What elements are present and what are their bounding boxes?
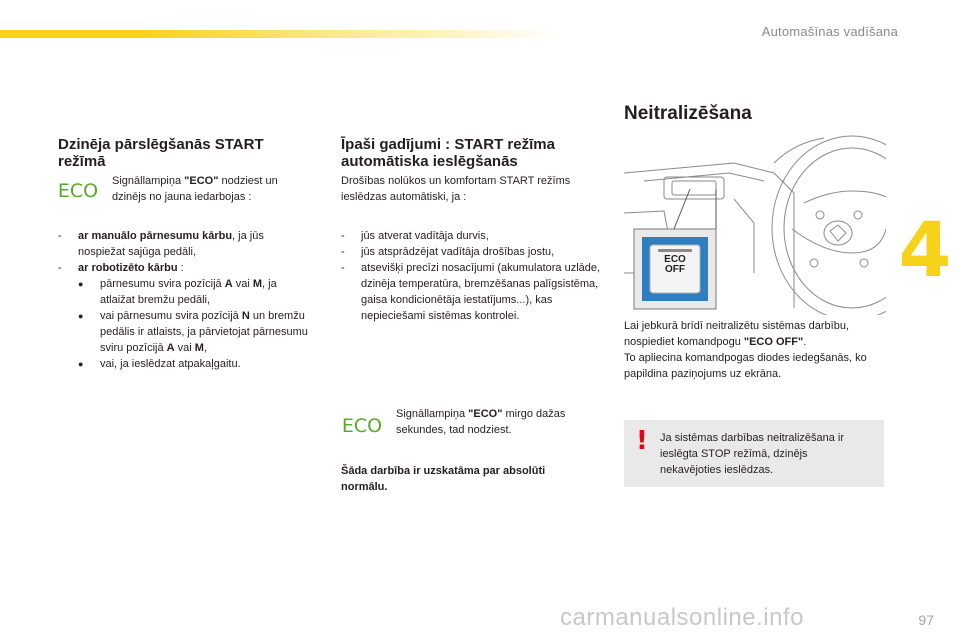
eco-off-label-off: OFF: [665, 264, 685, 275]
heading-neutralization: Neitralizēšana: [624, 103, 752, 124]
column-start-mode: [58, 136, 298, 170]
warning-box: [624, 420, 884, 487]
svg-text:ECO: ECO: [57, 180, 99, 201]
eco-icon: [340, 414, 384, 436]
section-title: Automašīnas vadīšana: [761, 24, 898, 39]
list-item: - ar robotizēto kārbu :: [58, 260, 308, 276]
list-item: ● pārnesumu svira pozīcijā A vai M, ja atlaižat bremžu pedāli,: [78, 276, 308, 308]
restart-conditions: [58, 228, 308, 372]
chapter-number: 4: [898, 205, 952, 294]
neutralization-description: Lai jebkurā brīdī neitralizētu sistēmas darbību, nospiediet komandpogu "ECO OFF". To apliecina komandpogas diodes iedegšanās, ko papildina paziņojums uz ekrāna.: [624, 320, 867, 380]
normal-operation-note: Šāda darbība ir uzskatāma par absolūti normālu.: [341, 465, 546, 493]
heading-special-cases: Īpaši gadījumi : START režīma automātiska ieslēgšanās: [341, 136, 555, 170]
special-cases-intro: Drošības nolūkos un komfortam START režīms ieslēdzas automātiski, ja :: [341, 175, 571, 203]
list-item: - atsevišķi precīzi nosacījumi (akumulatora uzlāde, dzinēja temperatūra, bremzēšanas palīgsistēma, gaisa kondicionētāja iestatījums...), kas nepieciešami sistēmas kontrolei.: [341, 260, 603, 324]
heading-start-mode: Dzinēja pārslēgšanās START režīmā: [58, 136, 264, 170]
watermark: carmanualsonline.info: [560, 604, 804, 631]
eco-off-label-eco: ECO: [664, 254, 686, 265]
warning-text: Ja sistēmas darbības neitralizēšana ir ieslēgta STOP režīmā, dzinējs nekavējoties ieslēdzas.: [660, 432, 845, 476]
dashboard-illustration: [624, 133, 886, 315]
column-special-cases: [341, 136, 601, 170]
special-cases-list: [341, 228, 603, 324]
svg-text:ECO: ECO: [341, 415, 383, 436]
eco-icon: [56, 179, 100, 201]
list-item: ● vai pārnesumu svira pozīcijā N un bremžu pedālis ir atlaists, ja pārvietojat pārnesumu sviru pozīcijā A vai M,: [78, 308, 308, 356]
header-accent-bar: [0, 30, 560, 38]
list-item: ● vai, ja ieslēdzat atpakaļgaitu.: [78, 356, 308, 372]
eco-blink-description: Signāllampiņa "ECO" mirgo dažas sekundes, tad nodziest.: [396, 408, 566, 436]
page-number: 97: [918, 612, 934, 628]
eco-off-description: Signāllampiņa "ECO" nodziest un dzinējs no jauna iedarbojas :: [112, 175, 278, 203]
list-item: - jūs atverat vadītāja durvis,: [341, 228, 603, 244]
column-neutralization: [624, 103, 884, 125]
warning-icon: !: [636, 426, 648, 456]
list-item: - jūs atsprādzējat vadītāja drošības jostu,: [341, 244, 603, 260]
eco-off-button[interactable]: [650, 255, 700, 275]
list-item: - ar manuālo pārnesumu kārbu, ja jūs nospiežat sajūga pedāli,: [58, 228, 308, 260]
